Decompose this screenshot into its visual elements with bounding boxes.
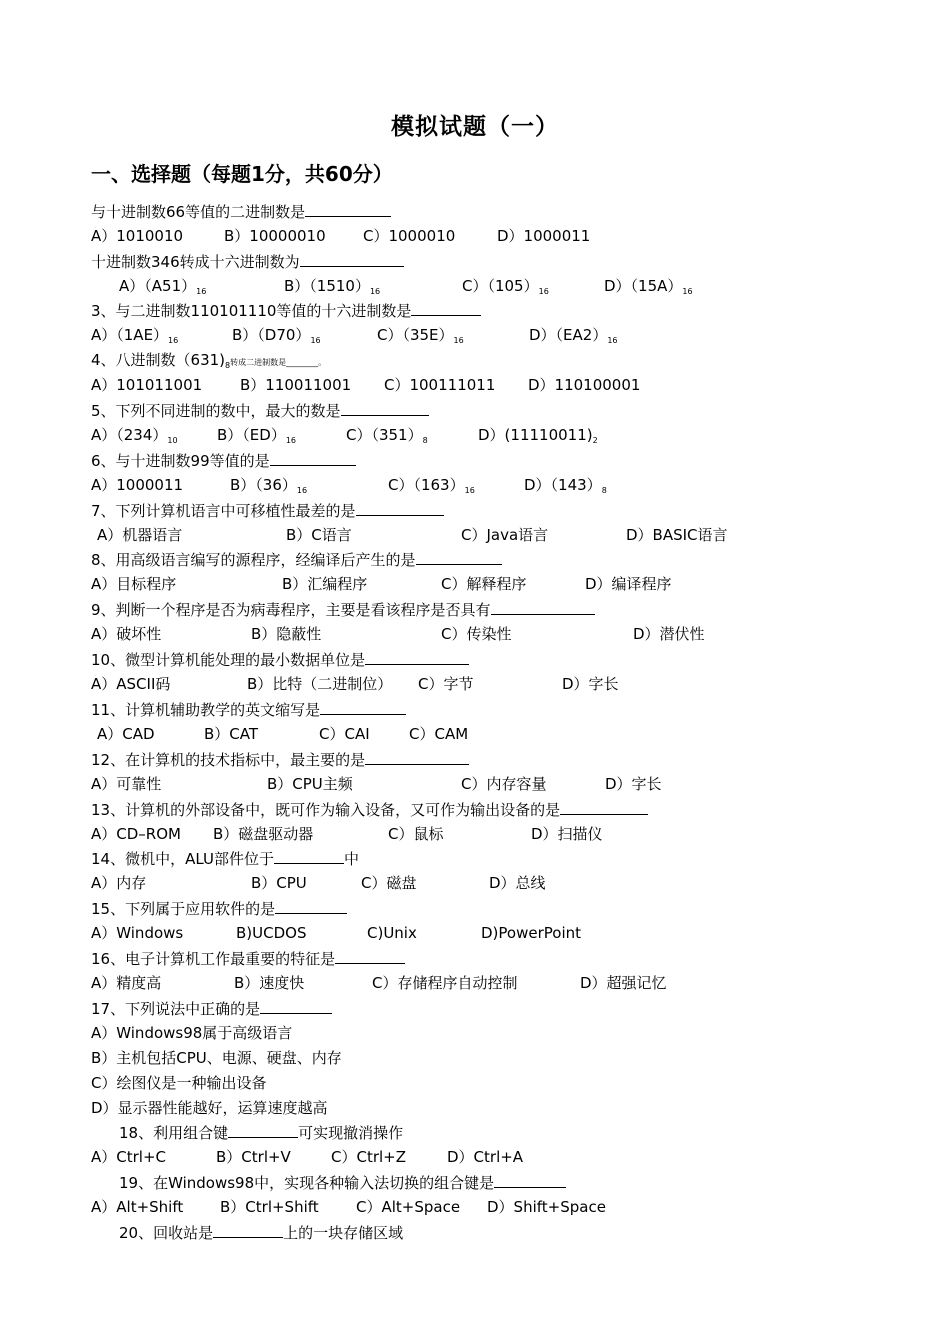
- option-b: B）110011001: [240, 376, 352, 394]
- option-b: B）主机包括CPU、电源、硬盘、内存: [91, 1049, 342, 1067]
- page-title: 模拟试题（一）: [391, 114, 559, 140]
- option-c: C）存储程序自动控制: [372, 974, 518, 992]
- answer-blank: [274, 848, 344, 864]
- answer-blank: [335, 948, 405, 964]
- option-c: C）Ctrl+Z: [331, 1148, 407, 1166]
- option-c: C）绘图仪是一种输出设备: [91, 1074, 267, 1092]
- question-19-text: 19、在Windows98中，实现各种输入法切换的组合键是: [119, 1174, 495, 1192]
- option-a: A）Alt+Shift: [91, 1198, 184, 1216]
- answer-blank: [416, 549, 502, 565]
- option-b: B）C语言: [286, 526, 352, 544]
- option-d: D)PowerPoint: [481, 924, 581, 942]
- option-c: $C)(105)_{16}$: [462, 277, 549, 296]
- option-c: C）解释程序: [441, 575, 527, 593]
- answer-blank: [365, 749, 469, 765]
- option-d: D）字长: [605, 775, 662, 793]
- option-a: A）目标程序: [91, 575, 177, 593]
- option-c: C）1000010: [363, 227, 456, 245]
- question-1: [91, 201, 391, 222]
- answer-blank: [356, 500, 444, 516]
- option-b: B）速度快: [234, 974, 305, 992]
- option-b: B）10000010: [224, 227, 326, 245]
- option-b: $B)(ED)_{16}$: [217, 426, 297, 445]
- option-b: $B)(D70)_{16}$: [232, 326, 321, 345]
- option-c: C）CAI: [319, 725, 370, 743]
- answer-blank: [213, 1222, 283, 1238]
- option-c: C）字节: [418, 675, 474, 693]
- option-d: D）显示器性能越好，运算速度越高: [91, 1099, 328, 1117]
- question-12-text: 12、在计算机的技术指标中，最主要的是: [91, 751, 366, 769]
- question-14: 14、微机中，ALU部件位于 中: [91, 850, 359, 868]
- question-15: [91, 898, 347, 919]
- answer-blank: [365, 649, 469, 665]
- option-c: $C)(351)_8$: [346, 426, 428, 445]
- question-16: [91, 948, 405, 969]
- question-19: [119, 1172, 566, 1193]
- answer-blank: [411, 300, 481, 316]
- option-a: A）内存: [91, 874, 147, 892]
- option-c: C）鼠标: [388, 825, 444, 843]
- question-6-text: 6、与十进制数99等值的是: [91, 452, 270, 470]
- answer-blank: [275, 898, 347, 914]
- option-d: $D)(11110011)_2$: [478, 426, 598, 445]
- option-a: $A)(234)_{10}$: [91, 426, 178, 445]
- question-18: 18、利用组合键 可实现撤消操作: [119, 1124, 404, 1142]
- question-4: 4、八进制数$(631)_8$转成二进制数是________。: [91, 351, 327, 370]
- question-7-text: 7、下列计算机语言中可移植性最差的是: [91, 502, 356, 520]
- option-d: D）编译程序: [585, 575, 672, 593]
- option-c: C）Java语言: [461, 526, 549, 544]
- option-b: B)UCDOS: [236, 924, 307, 942]
- answer-blank: [260, 998, 332, 1014]
- question-10-text: 10、微型计算机能处理的最小数据单位是: [91, 651, 366, 669]
- option-a: A）ASCII码: [91, 675, 171, 693]
- option-c: C）100111011: [384, 376, 496, 394]
- option-b: B）Ctrl+Shift: [220, 1198, 319, 1216]
- question-1-text: 与十进制数66等值的二进制数是: [91, 203, 306, 221]
- question-12: [91, 749, 469, 770]
- option-a: $A)(1AE)_{16}$: [91, 326, 179, 345]
- option-d: D）总线: [489, 874, 546, 892]
- option-b: B）CPU主频: [267, 775, 353, 793]
- option-a: A）101011001: [91, 376, 203, 394]
- option-b: B）磁盘驱动器: [213, 825, 314, 843]
- option-a: A）破坏性: [91, 625, 162, 643]
- answer-blank: [494, 1172, 566, 1188]
- option-a: A）机器语言: [97, 526, 183, 544]
- question-3: [91, 300, 481, 321]
- option-c: C）磁盘: [361, 874, 417, 892]
- option-d: D）潜伏性: [633, 625, 705, 643]
- option-b: B）比特（二进制位）: [247, 675, 393, 693]
- question-5: [91, 400, 429, 421]
- option-a: A）Windows98属于高级语言: [91, 1024, 293, 1042]
- option-c: $C)(163)_{16}$: [388, 476, 475, 495]
- question-2: [91, 251, 404, 272]
- option-b: $B)(1510)_{16}$: [284, 277, 381, 296]
- question-16-text: 16、电子计算机工作最重要的特征是: [91, 950, 336, 968]
- answer-blank: [305, 201, 391, 217]
- option-a: A）可靠性: [91, 775, 162, 793]
- question-9: [91, 599, 595, 620]
- option-a: A）精度高: [91, 974, 162, 992]
- option-b: B）隐蔽性: [251, 625, 322, 643]
- option-d: $D)(143)_8$: [524, 476, 607, 495]
- question-8-text: 8、用高级语言编写的源程序，经编译后产生的是: [91, 551, 416, 569]
- question-17: [91, 998, 332, 1019]
- question-7: [91, 500, 444, 521]
- answer-blank: [341, 400, 429, 416]
- option-d: D）110100001: [528, 376, 641, 394]
- question-13: [91, 799, 648, 820]
- question-9-text: 9、判断一个程序是否为病毒程序，主要是看该程序是否具有: [91, 601, 491, 619]
- option-a: A）Ctrl+C: [91, 1148, 166, 1166]
- option-d: D）1000011: [497, 227, 591, 245]
- option-b: B）CAT: [204, 725, 259, 743]
- option-d: D）字长: [562, 675, 619, 693]
- option-a: A）1010010: [91, 227, 184, 245]
- option-a: $A)(A51)_{16}$: [119, 277, 207, 296]
- option-b: B）Ctrl+V: [216, 1148, 291, 1166]
- option-c: C）传染性: [441, 625, 512, 643]
- option-d: D）BASIC语言: [626, 526, 728, 544]
- option-a: A）CD–ROM: [91, 825, 181, 843]
- question-11-text: 11、计算机辅助教学的英文缩写是: [91, 701, 321, 719]
- option-d: D）超强记忆: [580, 974, 667, 992]
- section-heading: 一、选择题（每题1分，共60分）: [91, 162, 393, 186]
- option-c: C）内存容量: [461, 775, 547, 793]
- option-c: C）Alt+Space: [356, 1198, 461, 1216]
- question-14-text: 14、微机中，ALU部件位于: [91, 850, 274, 868]
- option-d: D）扫描仪: [531, 825, 603, 843]
- option-d: $D)(EA2)_{16}$: [529, 326, 618, 345]
- question-3-text: 3、与二进制数110101110等值的十六进制数是: [91, 302, 412, 320]
- question-2-text: 十进制数346转成十六进制数为: [91, 253, 300, 271]
- option-d: D）Ctrl+A: [447, 1148, 524, 1166]
- question-13-text: 13、计算机的外部设备中，既可作为输入设备，又可作为输出设备的是: [91, 801, 561, 819]
- answer-blank: [228, 1122, 298, 1138]
- option-d: $D)(15A)_{16}$: [604, 277, 693, 296]
- option-a: A）CAD: [97, 725, 155, 743]
- option-a: A）Windows: [91, 924, 184, 942]
- question-18-text: 18、利用组合键: [119, 1124, 229, 1142]
- option-c: $C)(35E)_{16}$: [377, 326, 464, 345]
- option-d: C）CAM: [409, 725, 469, 743]
- option-c: C)Unix: [367, 924, 417, 942]
- question-6: [91, 450, 356, 471]
- question-15-text: 15、下列属于应用软件的是: [91, 900, 276, 918]
- question-20-text: 20、回收站是: [119, 1224, 214, 1242]
- answer-blank: [560, 799, 648, 815]
- answer-blank: [300, 251, 404, 267]
- question-10: [91, 649, 469, 670]
- option-a: A）1000011: [91, 476, 184, 494]
- question-20: 20、回收站是 上的一块存储区域: [119, 1224, 404, 1242]
- option-d: D）Shift+Space: [487, 1198, 606, 1216]
- question-17-text: 17、下列说法中正确的是: [91, 1000, 261, 1018]
- question-5-text: 5、下列不同进制的数中，最大的数是: [91, 402, 341, 420]
- answer-blank: [320, 699, 406, 715]
- question-8: [91, 549, 502, 570]
- answer-blank: [270, 450, 356, 466]
- option-b: $B)(36)_{16}$: [230, 476, 308, 495]
- option-b: B）汇编程序: [282, 575, 368, 593]
- option-b: B）CPU: [251, 874, 307, 892]
- answer-blank: [491, 599, 595, 615]
- question-4-text: 4、八进制数（631): [91, 351, 226, 369]
- question-11: [91, 699, 406, 720]
